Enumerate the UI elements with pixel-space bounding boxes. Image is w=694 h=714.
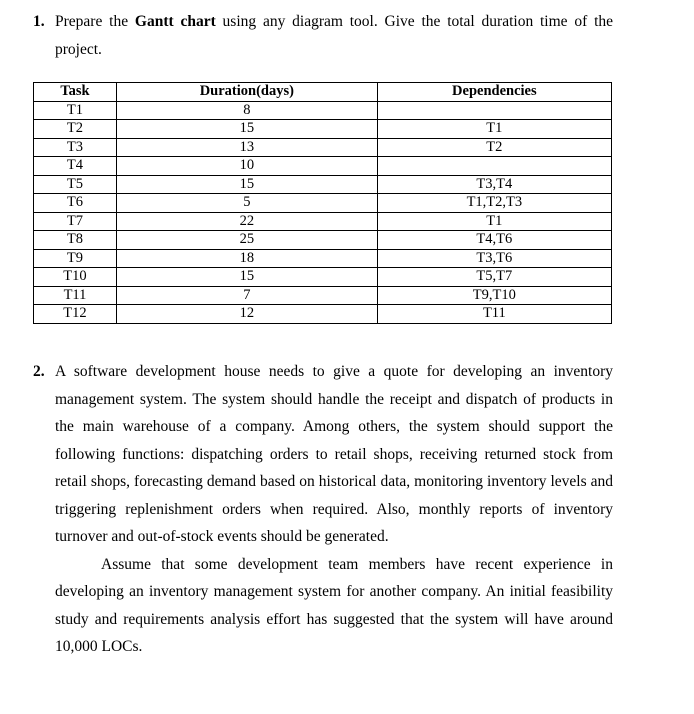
question-number: 1. <box>33 13 45 30</box>
table-cell: T1 <box>34 101 117 120</box>
table-cell: T3,T4 <box>377 175 611 194</box>
table-row <box>34 286 612 305</box>
table-cell: T9 <box>34 249 117 268</box>
table-row <box>34 101 612 120</box>
table-cell: T5,T7 <box>377 268 611 287</box>
table-cell: 8 <box>116 101 377 120</box>
table-cell: T1 <box>377 120 611 139</box>
table-cell: T12 <box>34 305 117 324</box>
table-cell: T3,T6 <box>377 249 611 268</box>
table-cell <box>377 101 611 120</box>
table-cell: 15 <box>116 120 377 139</box>
table-row <box>34 231 612 250</box>
table-cell: T4,T6 <box>377 231 611 250</box>
table-cell: T1,T2,T3 <box>377 194 611 213</box>
table-cell: 5 <box>116 194 377 213</box>
table-cell <box>377 157 611 176</box>
table-cell: T2 <box>377 138 611 157</box>
task-table <box>33 82 612 324</box>
question-number: 2. <box>33 363 45 380</box>
text: using any diagram tool. Give the total duration time of the project. <box>55 13 614 58</box>
question-1 <box>33 8 613 63</box>
table-cell: T4 <box>34 157 117 176</box>
table-row <box>34 305 612 324</box>
table-row <box>34 268 612 287</box>
table-cell: 13 <box>116 138 377 157</box>
table-cell: T9,T10 <box>377 286 611 305</box>
table-cell: 15 <box>116 268 377 287</box>
table-row <box>34 120 612 139</box>
table-cell: 25 <box>116 231 377 250</box>
table-cell: 18 <box>116 249 377 268</box>
table-cell: T3 <box>34 138 117 157</box>
question-paragraph: Assume that some development team members have recent experience in developing an inventory management system for another company. An initial feasibility study and requirements analysis effort has suggested that the system will have around 10,000 LOCs. <box>55 555 613 655</box>
bold-text: Gantt chart <box>134 13 216 30</box>
table-cell: T2 <box>34 120 117 139</box>
table-cell: T10 <box>34 268 117 287</box>
table-cell: T11 <box>377 305 611 324</box>
table-cell: T1 <box>377 212 611 231</box>
table-row <box>34 212 612 231</box>
table-row <box>34 138 612 157</box>
table-cell: 15 <box>116 175 377 194</box>
table-cell: 10 <box>116 157 377 176</box>
table-row <box>34 175 612 194</box>
table-cell: T7 <box>34 212 117 231</box>
column-header: Duration(days) <box>116 83 377 102</box>
question-text <box>55 8 613 63</box>
question-paragraph: A software development house needs to give a quote for developing an inventory management system. The system should handle the receipt and dispatch of products in the main warehouse of a company. Among others, the system should support the following functions: dispatching orders to retail shops, receiving returned stock from retail shops, forecasting demand based on historical data, monitoring inventory levels and triggering replenishment orders when required. Also, monthly reports of inventory turnover and out-of-stock events should be generated. <box>55 363 613 545</box>
table-cell: T6 <box>34 194 117 213</box>
column-header: Dependencies <box>377 83 611 102</box>
column-header: Task <box>34 83 117 102</box>
table-row <box>34 249 612 268</box>
question-2 <box>33 358 613 661</box>
table-cell: 7 <box>116 286 377 305</box>
table-row <box>34 157 612 176</box>
table-cell: T5 <box>34 175 117 194</box>
table-cell: T11 <box>34 286 117 305</box>
table-cell: 12 <box>116 305 377 324</box>
text: Prepare the <box>55 13 135 30</box>
table-cell: 22 <box>116 212 377 231</box>
table-cell: T8 <box>34 231 117 250</box>
table-row <box>34 194 612 213</box>
